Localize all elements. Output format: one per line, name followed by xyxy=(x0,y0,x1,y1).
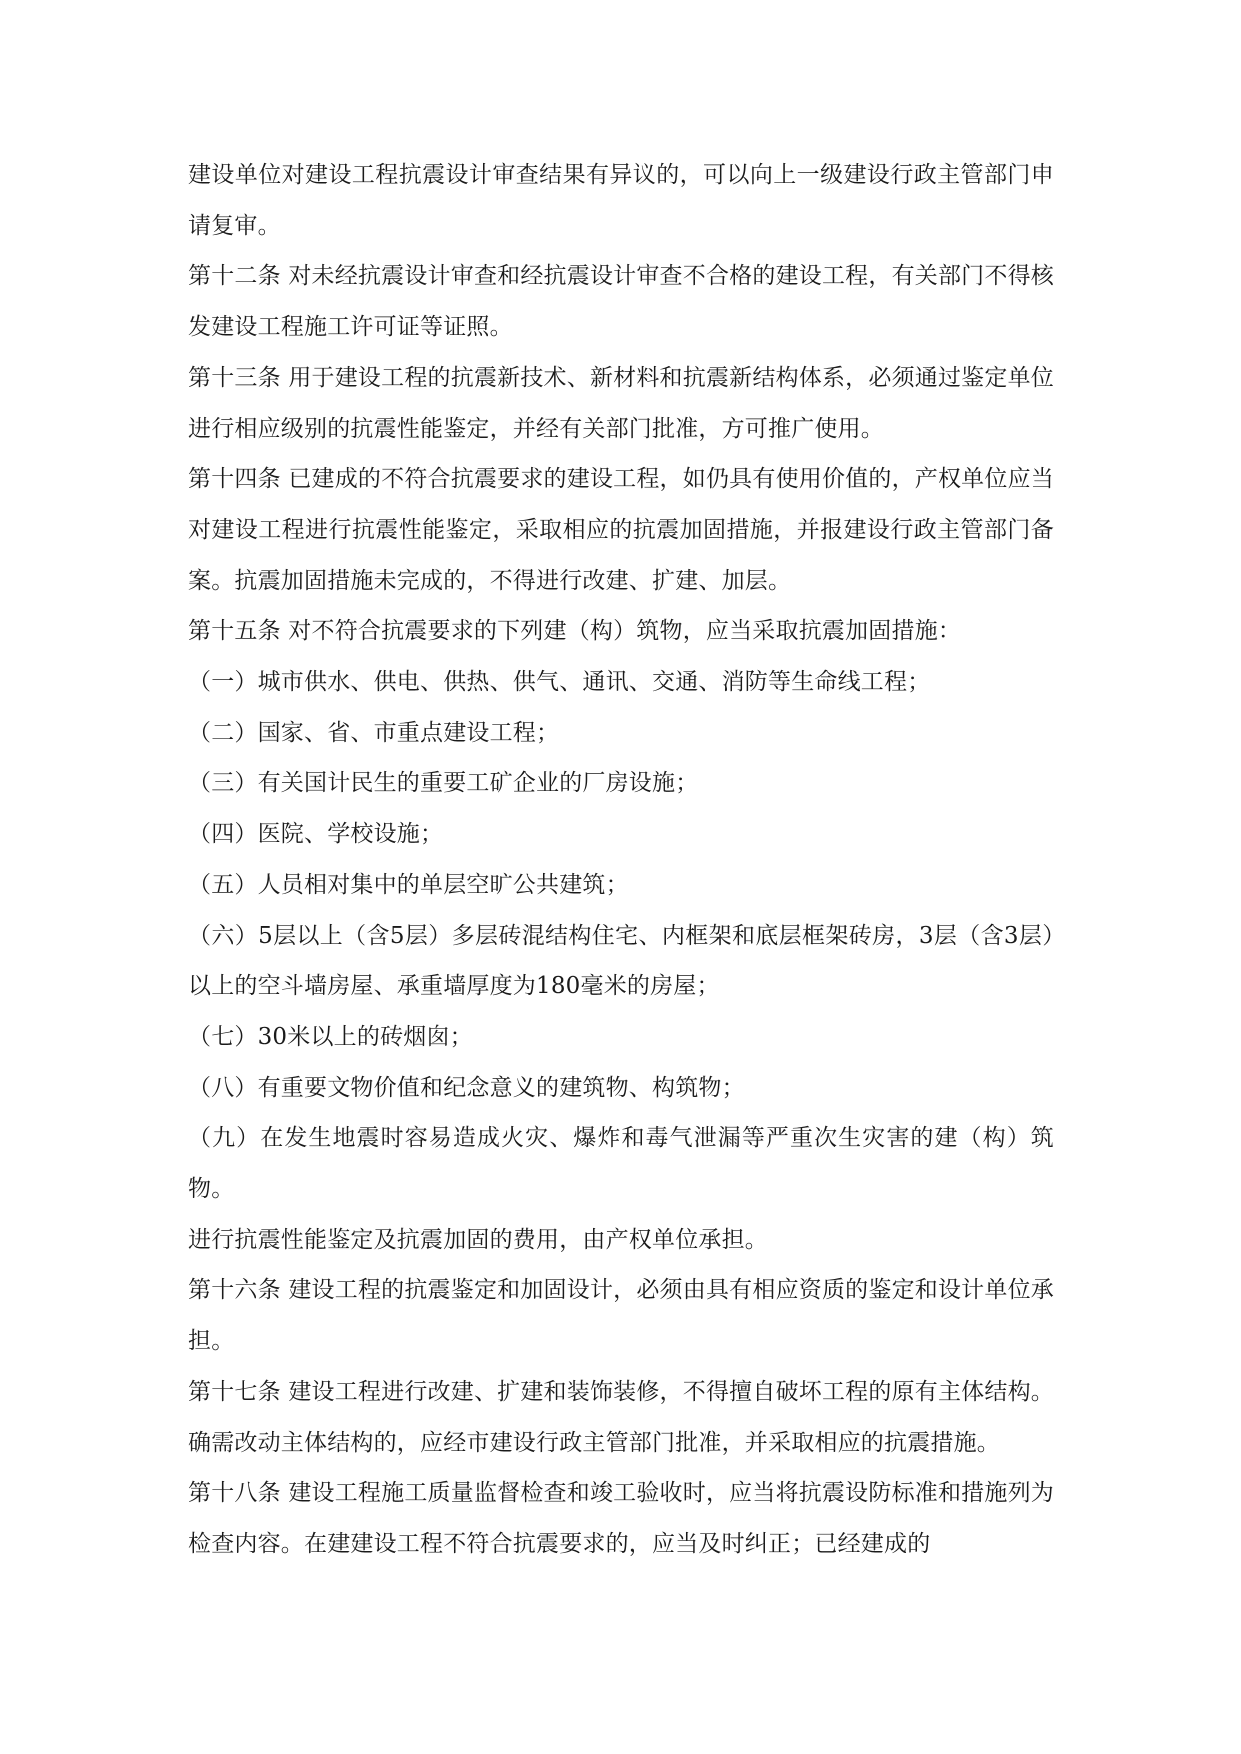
list-item-8: （八）有重要文物价值和纪念意义的建筑物、构筑物； xyxy=(188,1074,745,1101)
list-item-5: （五）人员相对集中的单层空旷公共建筑； xyxy=(188,871,629,898)
list-item-6: （六）5层以上（含5层）多层砖混结构住宅、内框架和底层框架砖房，3层（含3层）以上的空斗墙房屋、承重墙厚度为180毫米的房屋； xyxy=(188,922,1054,1000)
article-13: 第十三条 用于建设工程的抗震新技术、新材料和抗震新结构体系，必须通过鉴定单位进行相应级别的抗震性能鉴定，并经有关部门批准，方可推广使用。 xyxy=(188,364,1054,442)
paragraph: 建设单位对建设工程抗震设计审查结果有异议的，可以向上一级建设行政主管部门申请复审。 xyxy=(188,162,1054,239)
article-16: 第十六条 建设工程的抗震鉴定和加固设计，必须由具有相应资质的鉴定和设计单位承担。 xyxy=(188,1277,1054,1355)
article-18: 第十八条 建设工程施工质量监督检查和竣工验收时，应当将抗震设防标准和措施列为检查内容。在建建设工程不符合抗震要求的，应当及时纠正；已经建成的 xyxy=(188,1480,1054,1557)
list-item-2: （二）国家、省、市重点建设工程； xyxy=(188,719,560,746)
document-body xyxy=(188,150,1054,1570)
article-15: 第十五条 对不符合抗震要求的下列建（构）筑物，应当采取抗震加固措施： xyxy=(188,618,962,645)
article-14: 第十四条 已建成的不符合抗震要求的建设工程，如仍具有使用价值的，产权单位应当对建设工程进行抗震性能鉴定，采取相应的抗震加固措施，并报建设行政主管部门备案。抗震加固措施未完成的，不得进行改建、扩建、加层。 xyxy=(188,466,1054,594)
paragraph: 进行抗震性能鉴定及抗震加固的费用，由产权单位承担。 xyxy=(188,1226,768,1253)
article-12: 第十二条 对未经抗震设计审查和经抗震设计审查不合格的建设工程，有关部门不得核发建设工程施工许可证等证照。 xyxy=(188,263,1054,341)
list-item-9: （九）在发生地震时容易造成火灾、爆炸和毒气泄漏等严重次生灾害的建（构）筑物。 xyxy=(188,1125,1054,1203)
list-item-3: （三）有关国计民生的重要工矿企业的厂房设施； xyxy=(188,770,699,797)
list-item-4: （四）医院、学校设施； xyxy=(188,821,444,848)
list-item-7: （七）30米以上的砖烟囱； xyxy=(188,1023,473,1050)
list-item-1: （一）城市供水、供电、供热、供气、通讯、交通、消防等生命线工程； xyxy=(188,669,931,696)
article-17: 第十七条 建设工程进行改建、扩建和装饰装修，不得擅自破坏工程的原有主体结构。确需改动主体结构的，应经市建设行政主管部门批准，并采取相应的抗震措施。 xyxy=(188,1378,1054,1456)
